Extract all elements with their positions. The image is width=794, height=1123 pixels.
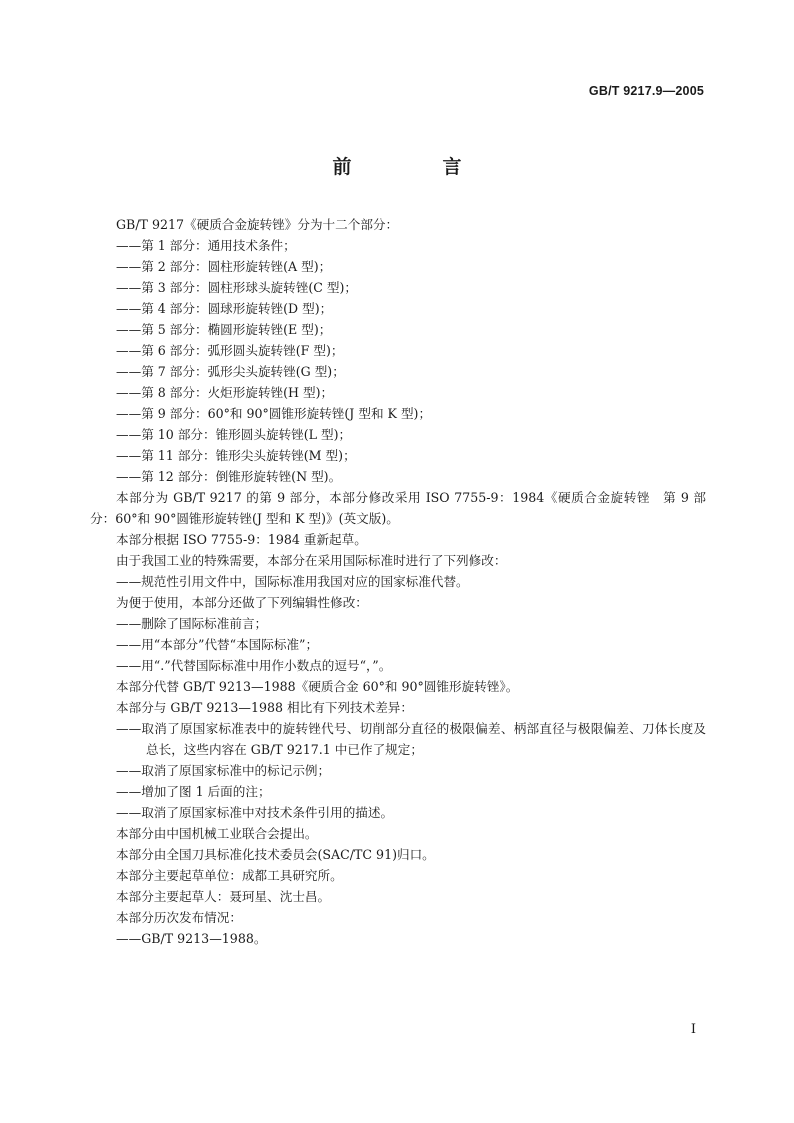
list-item: ——第 8 部分：火炬形旋转锉(H 型)；	[116, 385, 334, 400]
paragraph: 为便于使用，本部分还做了下列编辑性修改：	[116, 595, 368, 610]
paragraph: 本部分由中国机械工业联合会提出。	[116, 826, 318, 841]
paragraph: 本部分根据 ISO 7755-9：1984 重新起草。	[116, 532, 367, 547]
document-body	[90, 214, 706, 949]
list-item: ——增加了图 1 后面的注；	[116, 784, 271, 799]
list-item: ——用“本部分”代替“本国际标准”；	[116, 637, 319, 652]
paragraph: 本部分主要起草人：聂珂星、沈士昌。	[116, 889, 331, 904]
paragraph-intro: GB/T 9217《硬质合金旋转锉》分为十二个部分：	[116, 217, 399, 232]
paragraph: 本部分由全国刀具标准化技术委员会(SAC/TC 91)归口。	[116, 847, 435, 862]
page-title: 前 言	[332, 156, 498, 178]
paragraph: 本部分代替 GB/T 9213—1988《硬质合金 60°和 90°圆锥形旋转锉》。	[116, 679, 519, 694]
standard-code-header: GB/T 9217.9—2005	[588, 84, 704, 98]
list-item: ——取消了原国家标准中的标记示例；	[116, 763, 331, 778]
paragraph: 本部分主要起草单位：成都工具研究所。	[116, 868, 343, 883]
list-item: ——第 4 部分：圆球形旋转锉(D 型)；	[116, 301, 333, 316]
list-item: ——删除了国际标准前言；	[116, 616, 268, 631]
list-item: ——取消了原国家标准表中的旋转锉代号、切削部分直径的极限偏差、柄部直径与极限偏差、刀体长度及总长，这些内容在 GB/T 9217.1 中已作了规定；	[116, 721, 706, 757]
paragraph-adoption: 本部分为 GB/T 9217 的第 9 部分，本部分修改采用 ISO 7755-9：1984《硬质合金旋转锉 第 9 部分：60°和 90°圆锥形旋转锉(J 型和 K 型)》(英文版)。	[90, 490, 706, 526]
list-item: ——第 2 部分：圆柱形旋转锉(A 型)；	[116, 259, 332, 274]
page-number: I	[690, 1022, 696, 1037]
list-item: ——第 7 部分：弧形尖头旋转锉(G 型)；	[116, 364, 345, 379]
list-item: ——规范性引用文件中，国际标准用我国对应的国家标准代替。	[116, 574, 469, 589]
list-item: ——第 9 部分：60°和 90°圆锥形旋转锉(J 型和 K 型)；	[116, 406, 432, 421]
list-item: ——第 12 部分：倒锥形旋转锉(N 型)。	[116, 469, 342, 484]
paragraph: 本部分与 GB/T 9213—1988 相比有下列技术差异：	[116, 700, 413, 715]
list-item: ——GB/T 9213—1988。	[116, 931, 267, 946]
paragraph: 由于我国工业的特殊需要，本部分在采用国际标准时进行了下列修改：	[116, 553, 507, 568]
list-item: ——第 10 部分：锥形圆头旋转锉(L 型)；	[116, 427, 352, 442]
paragraph: 本部分历次发布情况：	[116, 910, 242, 925]
list-item: ——第 3 部分：圆柱形球头旋转锉(C 型)；	[116, 280, 357, 295]
list-item: ——第 11 部分：锥形尖头旋转锉(M 型)；	[116, 448, 356, 463]
list-item: ——第 1 部分：通用技术条件；	[116, 238, 296, 253]
list-item: ——取消了原国家标准中对技术条件引用的描述。	[116, 805, 394, 820]
list-item: ——第 6 部分：弧形圆头旋转锉(F 型)；	[116, 343, 344, 358]
list-item: ——用“.”代替国际标准中用作小数点的逗号“，”。	[116, 658, 392, 673]
list-item: ——第 5 部分：椭圆形旋转锉(E 型)；	[116, 322, 332, 337]
